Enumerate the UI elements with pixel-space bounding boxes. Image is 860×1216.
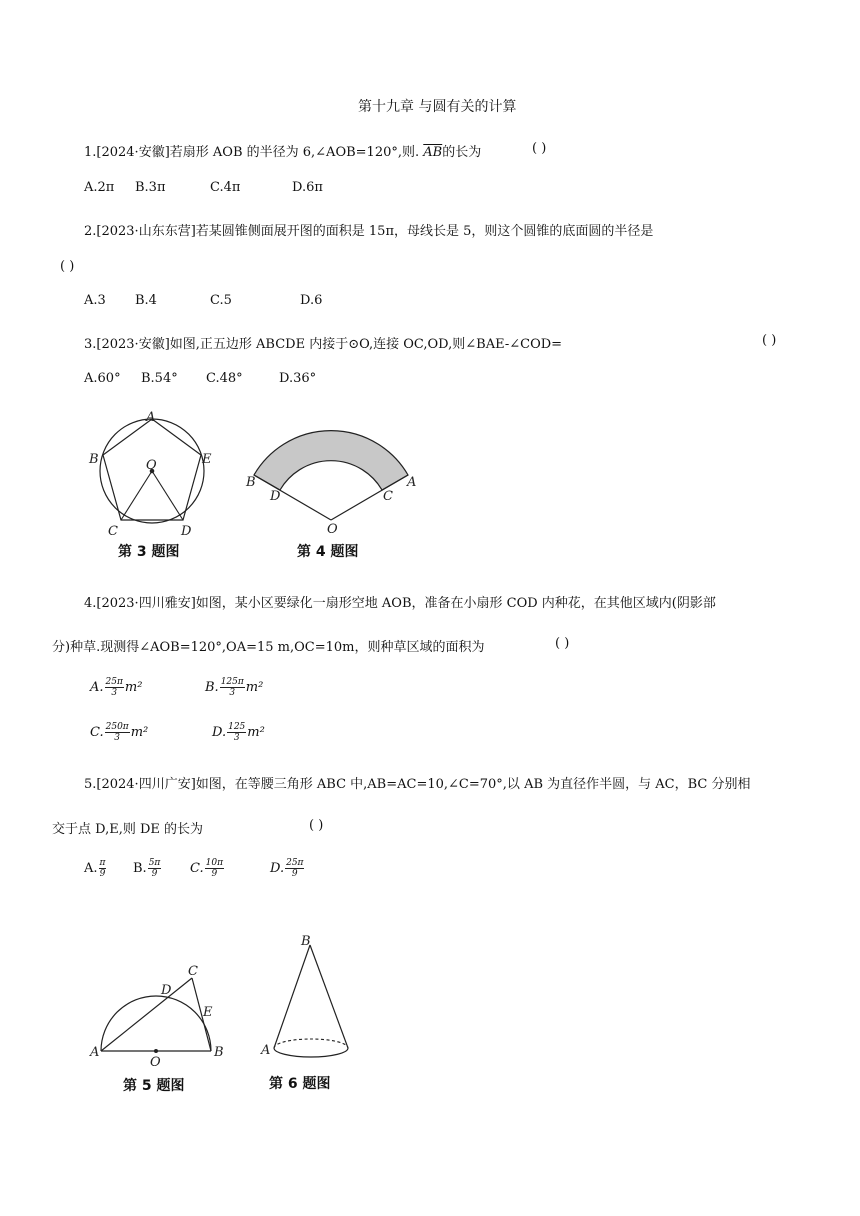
cone-left-slant	[274, 945, 310, 1048]
question-1-text: 1.[2024·安徽]若扇形 AOB 的半径为 6,∠AOB=120°,则.	[84, 145, 420, 160]
question-4-text-line-2: 分)种草.现测得∠AOB=120°,OA=15 m,OC=10m，则种草区域的面积为	[52, 640, 485, 655]
figure-6	[260, 934, 348, 1058]
question-1-option-d: D.6π	[292, 180, 323, 195]
figure-6-caption: 第 6 题图	[269, 1076, 331, 1092]
segment-oc	[121, 471, 152, 520]
figure-4-caption: 第 4 题图	[297, 544, 359, 560]
label-a: A	[146, 410, 156, 425]
segment-od	[152, 471, 183, 520]
figure-3	[88, 410, 212, 539]
question-4-text-line-1: 4.[2023·四川雅安]如图，某小区要绿化一扇形空地 AOB，准备在小扇形 COD 内种花，在其他区域内(阴影部	[84, 596, 716, 611]
question-4-option-b: B. $\frac{125\pi}{3}$ m²	[205, 677, 264, 698]
question-5-text-line-2: 交于点 D,E,则 DE 的长为	[52, 822, 204, 837]
cone-base-front	[274, 1048, 348, 1057]
shaded-region	[254, 431, 408, 490]
question-2-option-d: D.6	[300, 293, 323, 308]
question-2-answer-paren: ( )	[60, 259, 75, 274]
question-3-answer-paren: ( )	[762, 333, 777, 348]
label-o: O	[150, 1055, 161, 1070]
label-b: B	[246, 475, 256, 490]
question-2-option-c: C.5	[210, 293, 232, 308]
question-5-text-line-1: 5.[2024·四川广安]如图，在等腰三角形 ABC 中,AB=AC=10,∠C=70°,以 AB 为直径作半圆，与 AC，BC 分别相	[84, 777, 751, 792]
figure-3-caption: 第 3 题图	[118, 544, 180, 560]
page-title: 第十九章 与圆有关的计算	[358, 99, 517, 115]
semicircle	[101, 996, 211, 1051]
cone-right-slant	[310, 945, 348, 1048]
label-c: C	[383, 489, 393, 504]
question-4-answer-paren: ( )	[555, 636, 570, 651]
question-4-option-d: D. $\frac{125}{3}$ m²	[212, 722, 265, 743]
figure-4	[245, 431, 416, 537]
label-a: A	[261, 1043, 271, 1058]
label-o: O	[327, 522, 338, 537]
question-5-option-a: A. $\frac{\pi}{9}$	[84, 858, 106, 879]
label-e: E	[203, 1005, 213, 1020]
question-1	[84, 141, 481, 160]
label-d: D	[161, 983, 172, 998]
question-3-option-d: D.36°	[279, 371, 317, 386]
question-3-option-b: B.54°	[141, 371, 178, 386]
label-d: D	[181, 524, 192, 539]
figure-5-caption: 第 5 题图	[123, 1078, 185, 1094]
arc-ab-label: $\overline{AB}$	[423, 145, 443, 160]
question-3-option-a: A.60°	[84, 371, 121, 386]
label-a: A	[407, 475, 417, 490]
label-c: C	[108, 524, 118, 539]
question-1-option-b: B.3π	[135, 180, 166, 195]
label-e: E	[202, 452, 212, 467]
label-a: A	[90, 1045, 100, 1060]
label-b: B	[89, 452, 99, 467]
question-3-text: 3.[2023·安徽]如图,正五边形 ABCDE 内接于⊙O,连接 OC,OD,则∠BAE-∠COD=	[84, 337, 563, 352]
question-1-option-a: A.2π	[84, 180, 115, 195]
question-2-text: 2.[2023·山东东营]若某圆锥侧面展开图的面积是 15π，母线长是 5，则这个圆锥的底面圆的半径是	[84, 224, 654, 239]
center-point-o	[154, 1049, 158, 1053]
label-b: B	[214, 1045, 224, 1060]
question-5-option-b: B. $\frac{5\pi}{9}$	[133, 858, 161, 879]
question-5-answer-paren: ( )	[309, 818, 324, 833]
question-5-option-c: C. $\frac{10\pi}{9}$	[190, 858, 223, 879]
cone-base-back	[274, 1039, 348, 1048]
question-3-option-c: C.48°	[206, 371, 243, 386]
label-d: D	[270, 489, 281, 504]
question-4-option-c: C. $\frac{250\pi}{3}$ m²	[90, 722, 149, 743]
question-1-option-c: C.4π	[210, 180, 241, 195]
figure-5	[89, 964, 224, 1070]
segment-oa	[331, 475, 408, 520]
question-1-answer-paren: ( )	[532, 141, 547, 156]
question-1-text-end: 的长为	[442, 145, 482, 160]
label-c: C	[188, 964, 198, 979]
label-b: B	[301, 934, 311, 949]
question-2-option-a: A.3	[84, 293, 106, 308]
label-o: O	[146, 458, 157, 473]
figure-5-6-diagrams	[85, 930, 365, 1075]
segment-ob	[254, 475, 331, 520]
question-2-option-b: B.4	[135, 293, 157, 308]
question-4-option-a: A. $\frac{25\pi}{3}$ m²	[90, 677, 143, 698]
question-5-option-d: D. $\frac{25\pi}{9}$	[270, 858, 304, 879]
